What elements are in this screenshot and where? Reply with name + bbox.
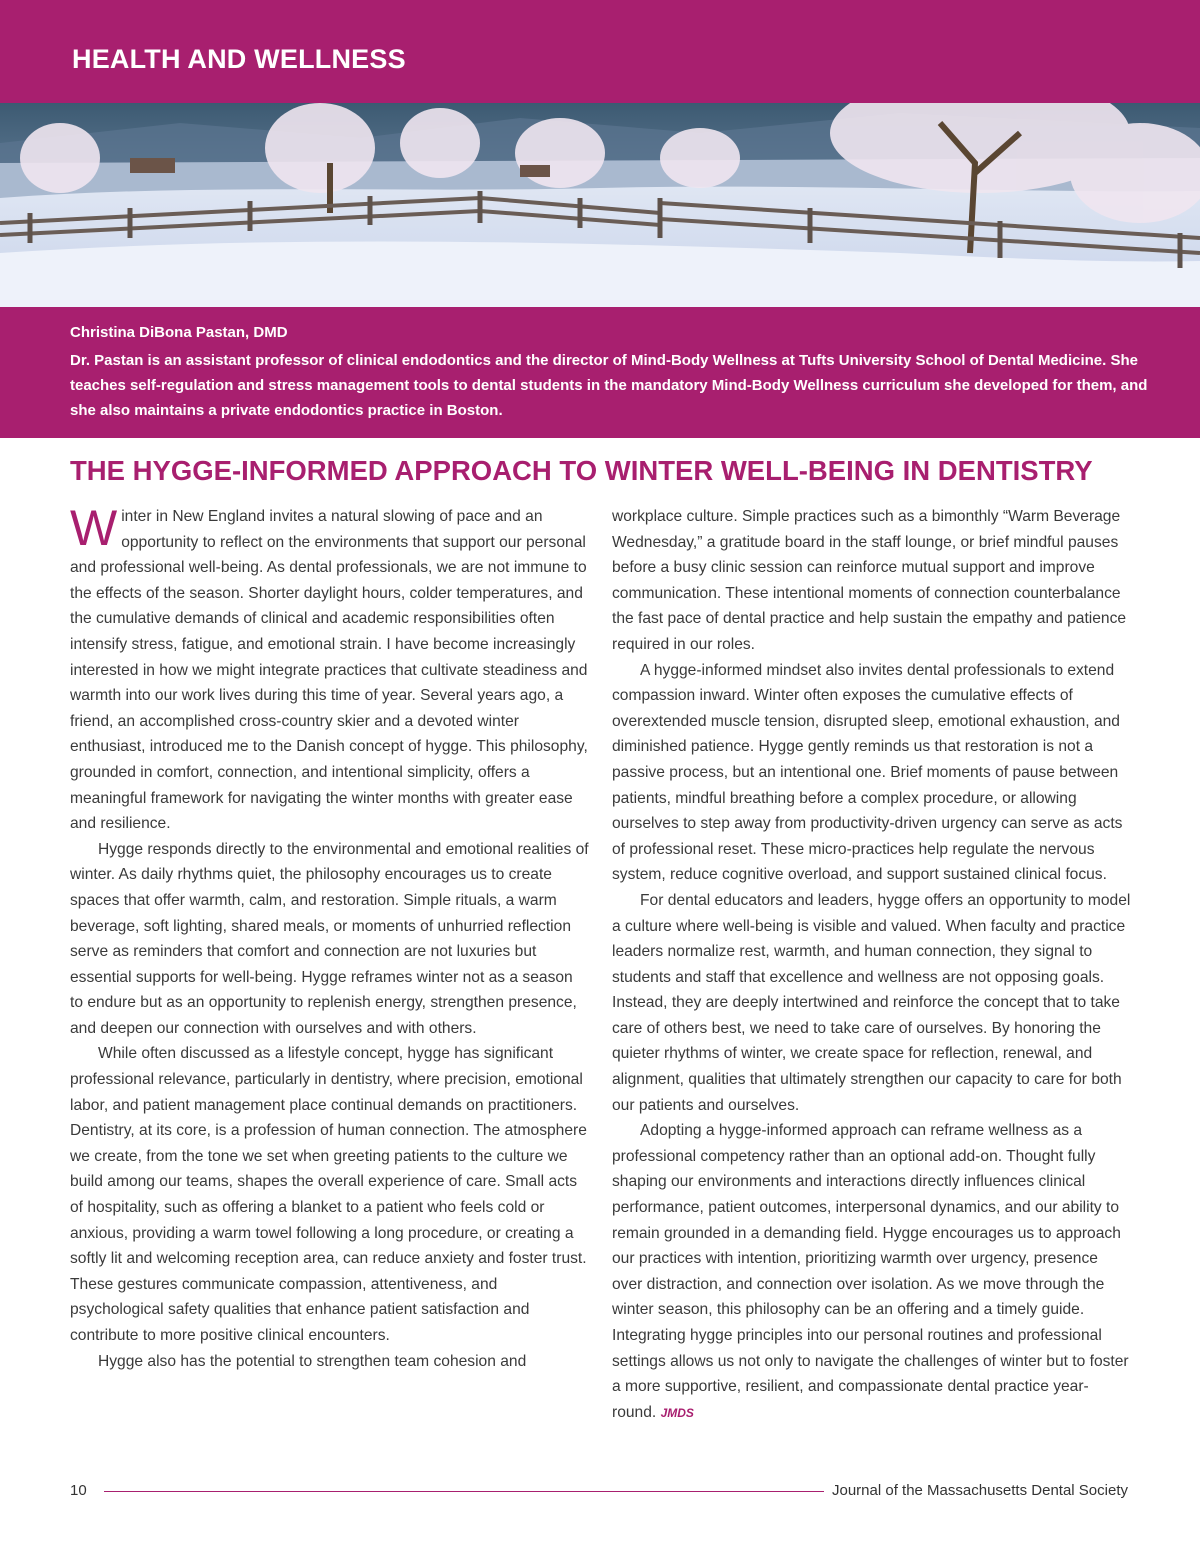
footer-divider (104, 1491, 824, 1492)
paragraph (70, 500, 590, 837)
paragraph: Hygge also has the potential to strengthen team cohesion and (98, 1352, 527, 1370)
hero-image (0, 103, 1200, 307)
paragraph: workplace culture. Simple practices such as a bimonthly “Warm Beverage Wednesday,” a gratitude board in the staff lounge, or brief mindful pauses before a busy clinic session can reinforce mutual support and improve communication. These intentional moments of connection counterbalance the fast pace of dental practice and help sustain the empathy and patience required in our roles. (612, 508, 1127, 653)
author-bio: Dr. Pastan is an assistant professor of clinical endodontics and the director of Mind-Body Wellness at Tufts University School of Dental Medicine. She teaches self-regulation and stress management tools to dental students in the mandatory Mind-Body Wellness curriculum she developed for them, and she also maintains a private endodontics practice in Boston. (70, 352, 1148, 419)
section-label: HEALTH AND WELLNESS (72, 44, 406, 74)
article-column-right (612, 504, 1132, 1426)
paragraph: A hygge-informed mindset also invites dental professionals to extend compassion inward. Winter often exposes the cumulative effects of overextended muscle tension, disrupted sleep, emotional exhaustion, and diminished patience. Hygge gently reminds us that restoration is not a passive process, but an intentional one. Brief moments of pause between patients, mindful breathing before a complex procedure, or allowing ourselves to step away from productivity-driven urgency can serve as acts of professional reset. These micro-practices help regulate the nervous system, reduce cognitive overload, and support sustained clinical focus. (612, 661, 1123, 884)
author-bio-band (0, 307, 1200, 438)
end-mark: JMDS (660, 1405, 694, 1420)
paragraph-text: inter in New England invites a natural slowing of pace and an opportunity to reflect on the environments that support our personal and professional well-being. As dental professionals, we are not immune to the effects of the season. Shorter daylight hours, colder temperatures, and the cumulative demands of clinical and academic responsibilities often intensify stress, fatigue, and emotional strain. I have become increasingly interested in how we might integrate practices that cultivate steadiness and warmth into our work lives during this time of year. Several years ago, a friend, an accomplished cross-country skier and a devoted winter enthusiast, introduced me to the Danish concept of hygge. This philosophy, grounded in comfort, connection, and intentional simplicity, offers a meaningful framework for navigating the winter months with greater ease and resilience. (70, 508, 588, 833)
page-number: 10 (70, 1482, 87, 1499)
header-band (0, 0, 1200, 103)
article-headline: THE HYGGE-INFORMED APPROACH TO WINTER WELL-BEING IN DENTISTRY (70, 455, 1093, 486)
paragraph: For dental educators and leaders, hygge offers an opportunity to model a culture where well-being is visible and valued. When faculty and practice leaders normalize rest, warmth, and human connection, they signal to students and staff that excellence and wellness are not opposing goals. Instead, they are deeply intertwined and reinforce the concept that to take care of others best, we need to take care of ourselves. By honoring the quieter rhythms of winter, we create space for reflection, renewal, and alignment, qualities that ultimately strengthen our capacity to care for both our patients and ourselves. (612, 891, 1131, 1114)
journal-name: Journal of the Massachusetts Dental Society (832, 1482, 1128, 1499)
drop-cap: W (70, 500, 118, 556)
paragraph (612, 1118, 1132, 1426)
article-column-left (70, 500, 590, 1374)
paragraph: Hygge responds directly to the environmental and emotional realities of winter. As daily rhythms quiet, the philosophy encourages us to create spaces that offer warmth, calm, and restoration. Simple rituals, a warm beverage, soft lighting, shared meals, or moments of unhurried reflection serve as reminders that comfort and connection are not luxuries but essential supports for well-being. Hygge reframes winter not as a season to endure but as an opportunity to replenish energy, strengthen presence, and deepen our connection with ourselves and with others. (70, 840, 589, 1037)
paragraph-text: Adopting a hygge-informed approach can reframe wellness as a professional competency rather than an optional add-on. Thought fully shaping our environments and interactions directly influences clinical performance, patient outcomes, interpersonal dynamics, and our ability to remain grounded in a demanding field. Hygge encourages us to approach our practices with intention, prioritizing warmth over urgency, presence over distraction, and connection over isolation. As we move through the winter season, this philosophy can be an offering and a timely guide. Integrating hygge principles into our personal routines and professional settings allows us not only to navigate the challenges of winter but to foster a more supportive, resilient, and compassionate dental practice year-round. (612, 1122, 1129, 1421)
paragraph: While often discussed as a lifestyle concept, hygge has significant professional relevance, particularly in dentistry, where precision, emotional labor, and patient management place continual demands on practitioners. Dentistry, at its core, is a profession of human connection. The atmosphere we create, from the tone we set when greeting patients to the culture we build among our teams, shapes the overall experience of care. Small acts of hospitality, such as offering a blanket to a patient who feels cold or anxious, providing a warm towel following a long procedure, or creating a softly lit and welcoming reception area, can reduce anxiety and foster trust. These gestures communicate compassion, attentiveness, and psychological safety qualities that enhance patient satisfaction and contribute to more positive clinical encounters. (70, 1045, 587, 1344)
author-name: Christina DiBona Pastan, DMD (70, 324, 288, 341)
